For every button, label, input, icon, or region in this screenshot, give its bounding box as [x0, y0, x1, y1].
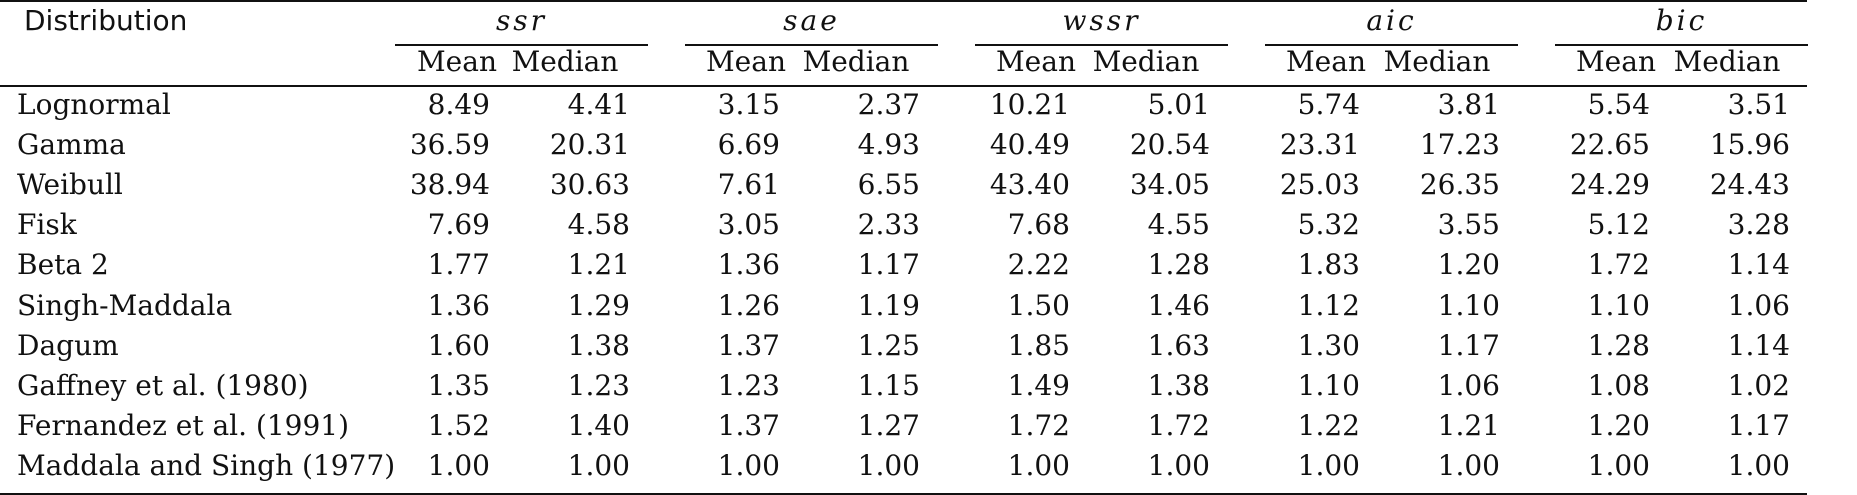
table-cell: 7.68 — [1007, 208, 1070, 241]
top-rule — [0, 0, 1807, 2]
table-cell: 20.31 — [549, 128, 630, 161]
row-label: Beta 2 — [17, 248, 109, 281]
table-cell: 1.00 — [567, 449, 630, 482]
row-label: Gaffney et al. (1980) — [17, 369, 309, 402]
table-cell: 1.06 — [1437, 369, 1500, 402]
table-cell: 1.72 — [1147, 409, 1210, 442]
table-cell: 1.23 — [567, 369, 630, 402]
table-cell: 10.21 — [989, 88, 1070, 121]
table-cell: 1.50 — [1007, 289, 1070, 322]
table-cell: 8.49 — [427, 88, 490, 121]
table-cell: 1.29 — [567, 289, 630, 322]
table-cell: 1.83 — [1297, 248, 1360, 281]
group-header-4: bic — [1655, 4, 1708, 37]
mean-header-2: Mean — [996, 45, 1076, 78]
table-cell: 1.37 — [717, 329, 780, 362]
table-cell: 1.35 — [427, 369, 490, 402]
header-rule — [0, 85, 1807, 87]
median-header-0: Median — [511, 45, 619, 78]
table-cell: 1.02 — [1727, 369, 1790, 402]
table-cell: 3.51 — [1727, 88, 1790, 121]
table-cell: 1.28 — [1587, 329, 1650, 362]
table-cell: 1.20 — [1437, 248, 1500, 281]
table-cell: 1.00 — [1727, 449, 1790, 482]
row-label: Maddala and Singh (1977) — [17, 449, 396, 482]
table-cell: 7.61 — [717, 168, 780, 201]
table-cell: 1.38 — [567, 329, 630, 362]
table-cell: 1.60 — [427, 329, 490, 362]
table-cell: 1.15 — [857, 369, 920, 402]
table-cell: 36.59 — [409, 128, 490, 161]
table-cell: 43.40 — [989, 168, 1070, 201]
group-header-0: ssr — [495, 4, 548, 37]
table-cell: 17.23 — [1419, 128, 1500, 161]
group-header-2: wssr — [1062, 4, 1141, 37]
table-cell: 6.69 — [717, 128, 780, 161]
table-cell: 1.77 — [427, 248, 490, 281]
table-cell: 24.43 — [1709, 168, 1790, 201]
table-cell: 3.28 — [1727, 208, 1790, 241]
table-cell: 6.55 — [857, 168, 920, 201]
row-label: Fisk — [17, 208, 77, 241]
table-cell: 2.33 — [857, 208, 920, 241]
row-label: Lognormal — [17, 88, 171, 121]
table-cell: 1.10 — [1437, 289, 1500, 322]
table-cell: 1.21 — [1437, 409, 1500, 442]
row-label: Weibull — [17, 168, 123, 201]
table-cell: 1.22 — [1297, 409, 1360, 442]
table-cell: 1.52 — [427, 409, 490, 442]
table-cell: 5.74 — [1297, 88, 1360, 121]
table-cell: 1.19 — [857, 289, 920, 322]
table-cell: 1.23 — [717, 369, 780, 402]
table-cell: 4.93 — [857, 128, 920, 161]
table-cell: 1.20 — [1587, 409, 1650, 442]
table-cell: 1.08 — [1587, 369, 1650, 402]
table-cell: 23.31 — [1279, 128, 1360, 161]
table-cell: 1.06 — [1727, 289, 1790, 322]
table-cell: 1.36 — [717, 248, 780, 281]
table-cell: 22.65 — [1569, 128, 1650, 161]
table-cell: 1.49 — [1007, 369, 1070, 402]
table-cell: 1.10 — [1297, 369, 1360, 402]
table-cell: 1.00 — [1147, 449, 1210, 482]
table-cell: 26.35 — [1419, 168, 1500, 201]
table-cell: 5.12 — [1587, 208, 1650, 241]
table-cell: 1.63 — [1147, 329, 1210, 362]
table-cell: 4.55 — [1147, 208, 1210, 241]
median-header-2: Median — [1092, 45, 1200, 78]
table-cell: 1.00 — [717, 449, 780, 482]
table-cell: 1.17 — [1437, 329, 1500, 362]
table-cell: 1.00 — [1297, 449, 1360, 482]
median-header-4: Median — [1673, 45, 1781, 78]
table-cell: 3.15 — [717, 88, 780, 121]
table-cell: 7.69 — [427, 208, 490, 241]
table-cell: 1.25 — [857, 329, 920, 362]
mean-header-1: Mean — [706, 45, 786, 78]
table-cell: 1.72 — [1587, 248, 1650, 281]
row-label: Gamma — [17, 128, 126, 161]
mean-header-0: Mean — [417, 45, 497, 78]
table-cell: 1.30 — [1297, 329, 1360, 362]
table-cell: 1.00 — [1437, 449, 1500, 482]
table-cell: 1.27 — [857, 409, 920, 442]
table-cell: 1.17 — [1727, 409, 1790, 442]
table-cell: 1.72 — [1007, 409, 1070, 442]
table-cell: 25.03 — [1279, 168, 1360, 201]
table-cell: 1.36 — [427, 289, 490, 322]
table-cell: 1.85 — [1007, 329, 1070, 362]
table-cell: 24.29 — [1569, 168, 1650, 201]
table-cell: 5.32 — [1297, 208, 1360, 241]
table-cell: 1.40 — [567, 409, 630, 442]
distribution-header: Distribution — [24, 4, 188, 37]
table-cell: 1.10 — [1587, 289, 1650, 322]
mean-header-4: Mean — [1576, 45, 1656, 78]
median-header-1: Median — [802, 45, 910, 78]
table-cell: 20.54 — [1129, 128, 1210, 161]
table-cell: 1.00 — [857, 449, 920, 482]
table-cell: 1.21 — [567, 248, 630, 281]
table-cell: 2.37 — [857, 88, 920, 121]
table-cell: 1.38 — [1147, 369, 1210, 402]
table-cell: 1.12 — [1297, 289, 1360, 322]
mean-header-3: Mean — [1286, 45, 1366, 78]
table-cell: 1.26 — [717, 289, 780, 322]
table-cell: 3.05 — [717, 208, 780, 241]
table-cell: 1.14 — [1727, 248, 1790, 281]
table-cell: 1.00 — [427, 449, 490, 482]
group-header-3: aic — [1366, 4, 1417, 37]
table-cell: 1.28 — [1147, 248, 1210, 281]
table-cell: 38.94 — [409, 168, 490, 201]
table-cell: 5.54 — [1587, 88, 1650, 121]
table-cell: 40.49 — [989, 128, 1070, 161]
median-header-3: Median — [1383, 45, 1491, 78]
table-cell: 1.37 — [717, 409, 780, 442]
row-label: Singh-Maddala — [17, 289, 233, 322]
table-cell: 3.55 — [1437, 208, 1500, 241]
row-label: Fernandez et al. (1991) — [17, 409, 350, 442]
table-cell: 5.01 — [1147, 88, 1210, 121]
table-cell: 30.63 — [549, 168, 630, 201]
table-cell: 1.46 — [1147, 289, 1210, 322]
row-label: Dagum — [17, 329, 119, 362]
table-cell: 4.58 — [567, 208, 630, 241]
table-cell: 1.17 — [857, 248, 920, 281]
table-cell: 3.81 — [1437, 88, 1500, 121]
group-header-1: sae — [783, 4, 840, 37]
table-cell: 4.41 — [567, 88, 630, 121]
table-cell: 1.00 — [1007, 449, 1070, 482]
table-cell: 34.05 — [1129, 168, 1210, 201]
table-cell: 1.00 — [1587, 449, 1650, 482]
table-cell: 15.96 — [1709, 128, 1790, 161]
table-cell: 1.14 — [1727, 329, 1790, 362]
table-cell: 2.22 — [1007, 248, 1070, 281]
